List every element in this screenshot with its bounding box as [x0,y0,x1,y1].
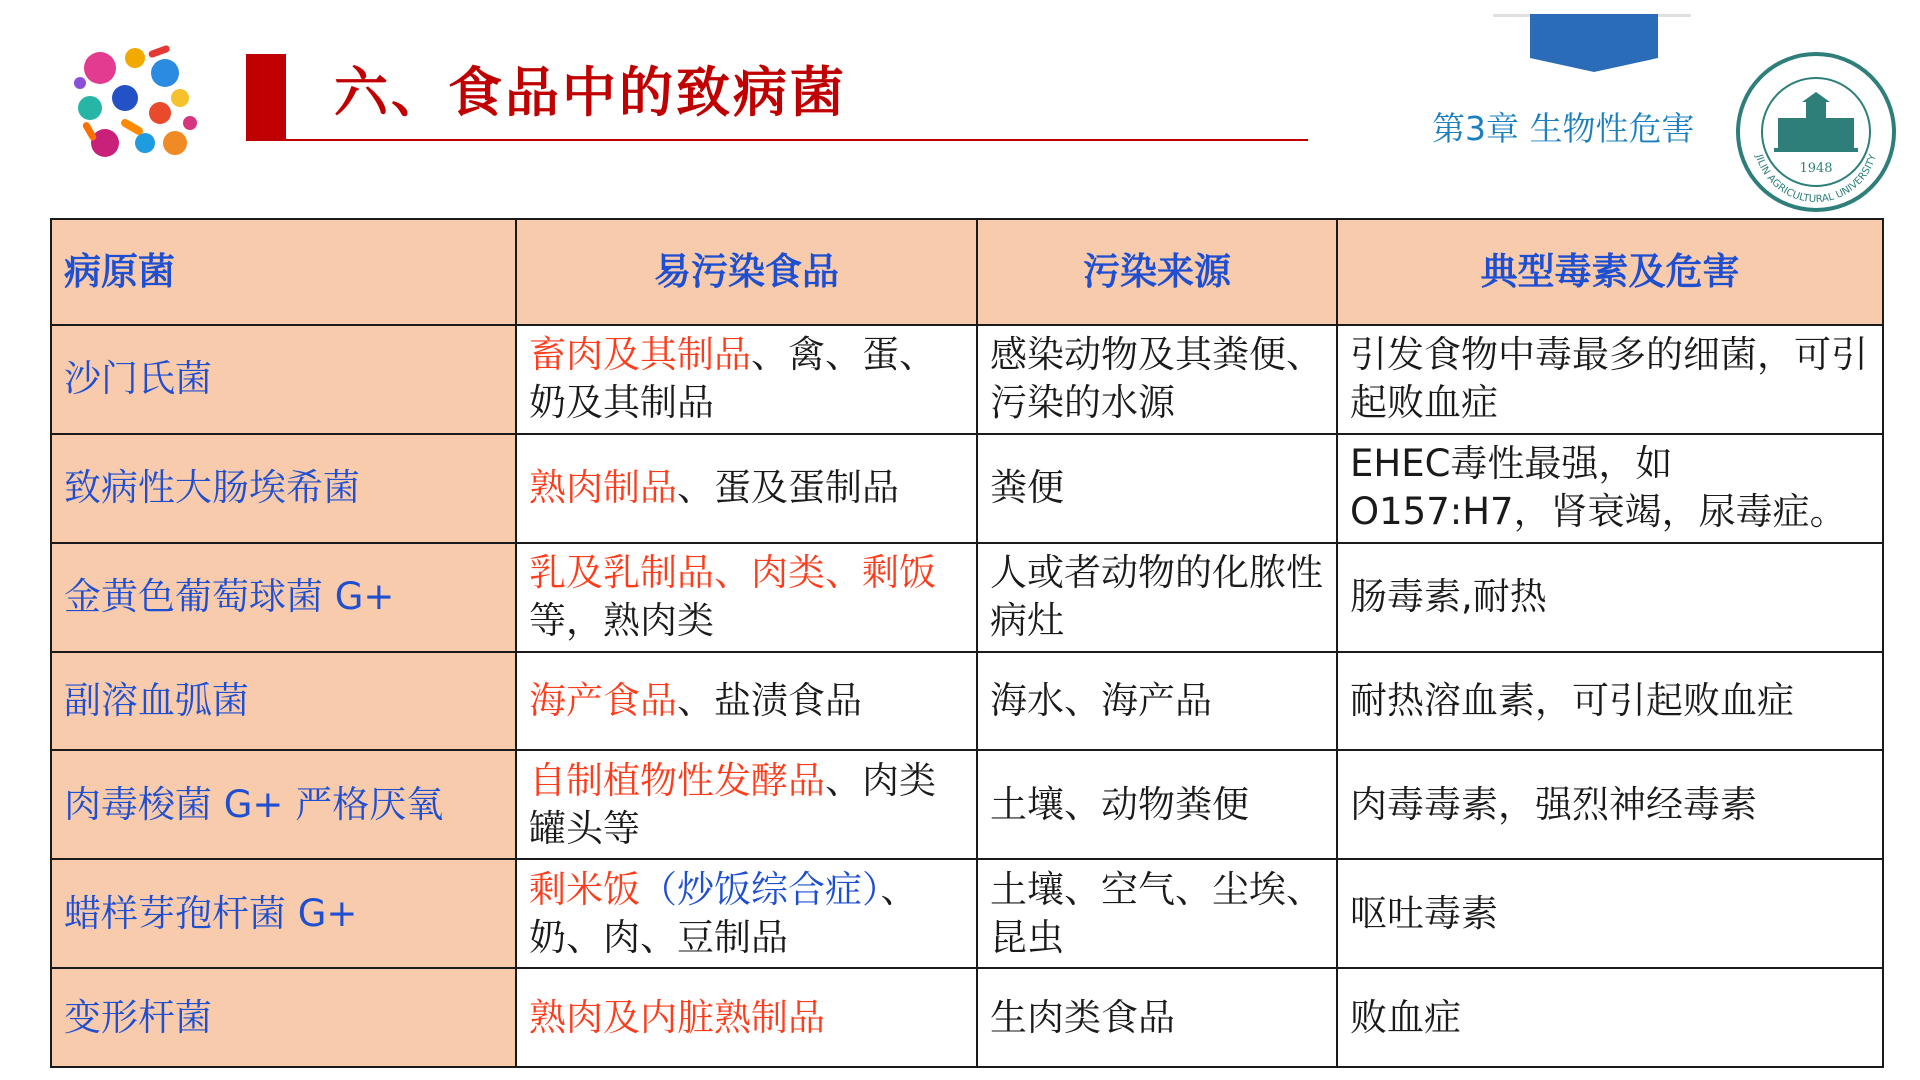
source-cell: 粪便 [977,434,1337,543]
table-row [51,543,1883,652]
toxin-cell: 肠毒素,耐热 [1337,543,1883,652]
seal-text: JILIN AGRICULTURAL UNIVERSITY [1753,153,1879,206]
chapter-label: 第3章 生物性危害 [1432,109,1695,148]
source-cell: 感染动物及其粪便、污染的水源 [977,325,1337,434]
toxin-cell: EHEC毒性最强，如O157:H7，肾衰竭，尿毒症。 [1337,434,1883,543]
food-text-segment: 熟肉及内脏熟制品 [529,995,825,1039]
source-cell: 土壤、空气、尘埃、昆虫 [977,859,1337,968]
toxin-cell: 肉毒毒素，强烈神经毒素 [1337,750,1883,859]
table-header-row [51,219,1883,325]
university-seal-icon [1734,50,1898,214]
pathogen-cell: 沙门氏菌 [51,325,516,434]
bacteria-illustration-icon [60,28,210,178]
source-cell: 海水、海产品 [977,652,1337,751]
food-text-segment: 海产食品 [529,679,677,723]
food-text-segment: 、蛋及蛋制品 [677,466,899,510]
food-text-segment: 、肉类罐头等 [529,758,936,850]
page-title: 六、食品中的致病菌 [334,61,847,124]
table-row [51,652,1883,751]
col-header-food: 易污染食品 [516,219,977,325]
food-text-segment: 畜肉及其制品 [529,333,751,377]
food-cell [516,434,977,543]
food-text-segment: 乳及乳制品、肉类、剩饭 [529,551,936,595]
pathogen-cell: 金黄色葡萄球菌 G+ [51,543,516,652]
food-cell [516,750,977,859]
food-text-segment: （炒饭综合症） [640,867,881,911]
food-cell [516,652,977,751]
col-header-source: 污染来源 [977,219,1337,325]
title-underline [246,139,1308,141]
food-cell [516,968,977,1067]
col-header-pathogen: 病原菌 [51,219,516,325]
food-cell [516,543,977,652]
food-cell [516,325,977,434]
pathogen-cell: 副溶血弧菌 [51,652,516,751]
table-row [51,750,1883,859]
table-row [51,968,1883,1067]
pathogen-cell: 致病性大肠埃希菌 [51,434,516,543]
toxin-cell: 败血症 [1337,968,1883,1067]
pathogen-table [50,218,1884,1068]
food-text-segment: 剩米饭 [529,867,640,911]
table-row [51,325,1883,434]
food-text-segment: 熟肉制品 [529,466,677,510]
title-accent-bar [246,54,286,140]
food-text-segment: 、奶、肉、豆制品 [529,867,918,959]
food-cell [516,859,977,968]
toxin-cell: 引发食物中毒最多的细菌，可引起败血症 [1337,325,1883,434]
food-text-segment: 等，熟肉类 [529,599,714,643]
source-cell: 人或者动物的化脓性病灶 [977,543,1337,652]
pathogen-cell: 蜡样芽孢杆菌 G+ [51,859,516,968]
toxin-cell: 呕吐毒素 [1337,859,1883,968]
food-text-segment: 、盐渍食品 [677,679,862,723]
source-cell: 土壤、动物粪便 [977,750,1337,859]
source-cell: 生肉类食品 [977,968,1337,1067]
food-text-segment: 、禽、蛋、奶及其制品 [529,333,936,425]
table-row [51,434,1883,543]
pathogen-cell: 肉毒梭菌 G+ 严格厌氧 [51,750,516,859]
food-text-segment: 自制植物性发酵品 [529,758,825,802]
toxin-cell: 耐热溶血素，可引起败血症 [1337,652,1883,751]
chapter-tab-marker [1530,14,1658,72]
seal-year: 1948 [1799,161,1833,176]
table-body [51,325,1883,1067]
pathogen-cell: 变形杆菌 [51,968,516,1067]
col-header-toxin: 典型毒素及危害 [1337,219,1883,325]
table-row [51,859,1883,968]
